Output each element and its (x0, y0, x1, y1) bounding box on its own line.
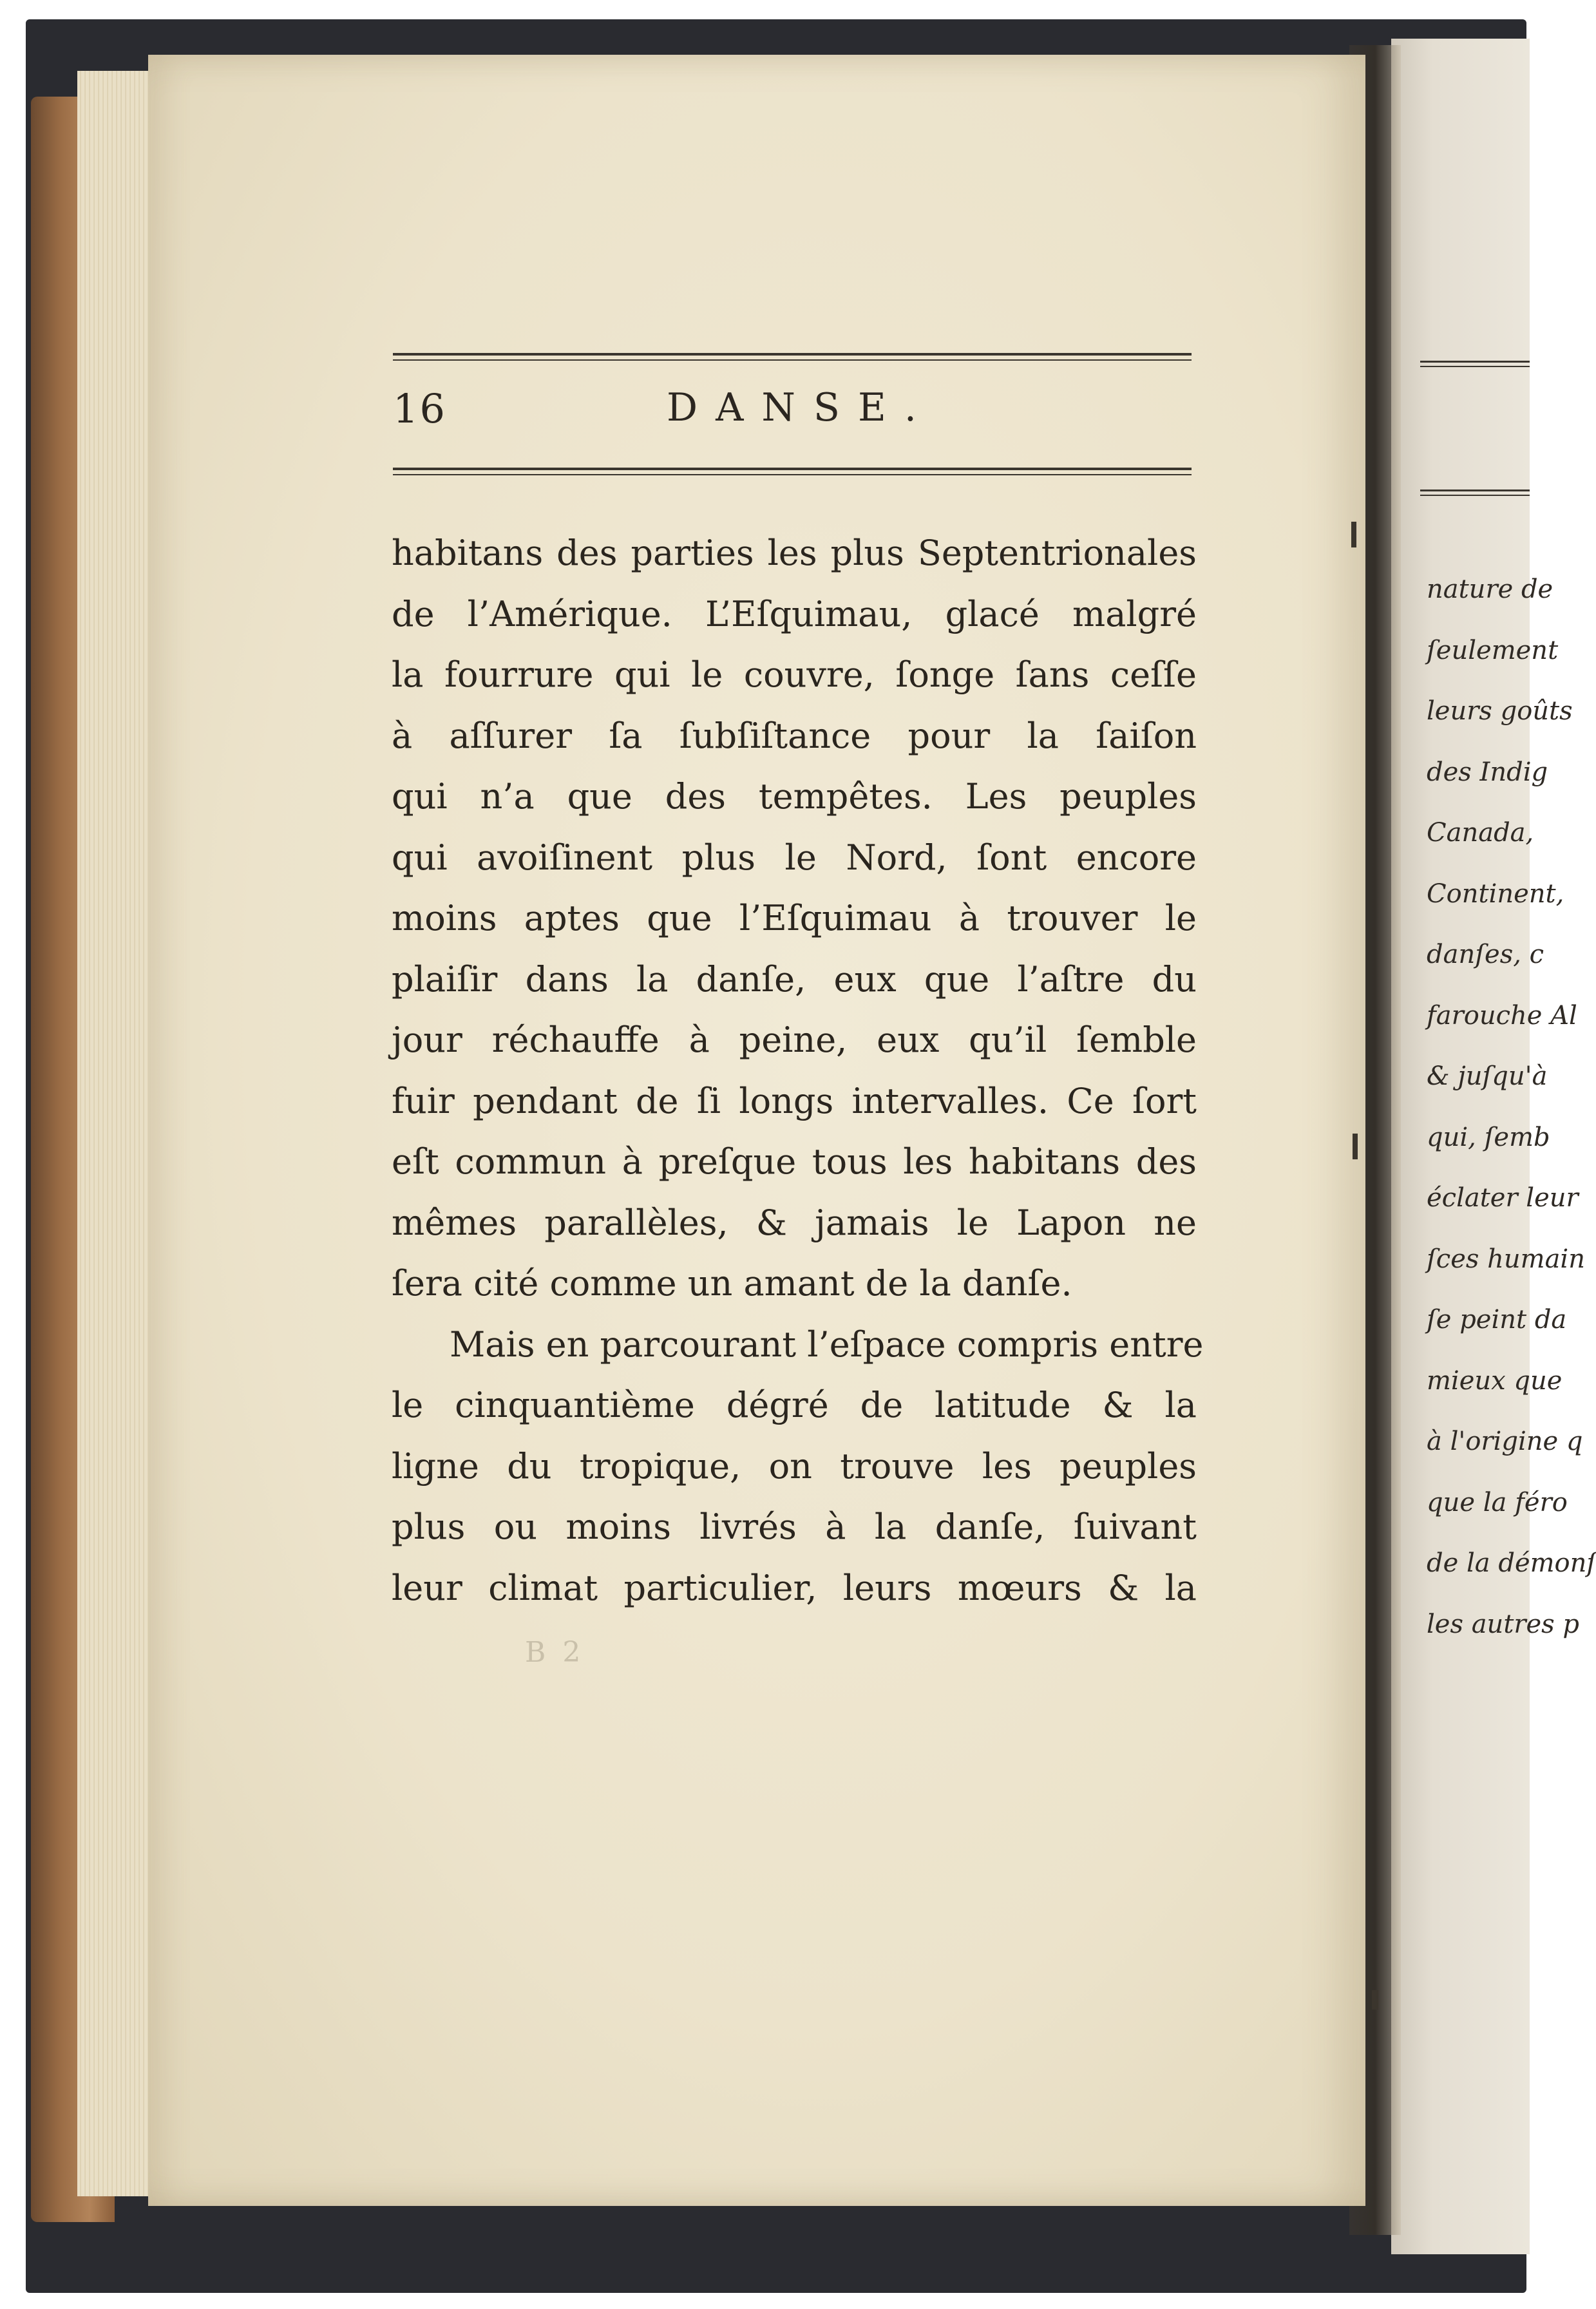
facing-line: que la féro (1427, 1487, 1568, 1517)
facing-line: de la démonſ (1427, 1548, 1596, 1578)
facing-line: Continent, (1427, 879, 1564, 909)
page-number: 16 (393, 385, 446, 432)
body-text (392, 523, 1204, 1619)
facing-header-rule-top (1420, 361, 1530, 367)
text-line: Mais en parcourant l’eſpace compris entre (450, 1324, 1204, 1365)
margin-mark (1353, 1134, 1358, 1159)
facing-line: danſes, c (1427, 940, 1544, 969)
facing-line: nature de (1427, 575, 1553, 604)
facing-line: leurs goûts (1427, 696, 1573, 726)
running-title: DANSE. (667, 385, 935, 430)
facing-line: qui, ſemb (1427, 1122, 1550, 1152)
text-line: jour réchauffe à peine, eux qu’il ſemble (392, 1020, 1197, 1060)
text-line: ſera cité comme un amant de la danſe. (392, 1263, 1072, 1304)
facing-line: ſe peint da (1427, 1305, 1567, 1335)
facing-line: & juſqu'à (1427, 1061, 1548, 1091)
text-line: plaiſir dans la danſe, eux que l’aſtre du (392, 958, 1197, 1000)
text-line: la fourrure qui le couvre, ſonge ſans ceſſe (392, 654, 1197, 695)
text-line: habitans des parties les plus Septentrionales (392, 533, 1197, 573)
text-line: moins aptes que l’Eſquimau à trouver le (392, 898, 1197, 938)
text-line: ligne du tropique, on trouve les peuples (392, 1445, 1197, 1487)
facing-page-text (1427, 559, 1596, 1655)
text-line: leur climat particulier, leurs mœurs & la (392, 1567, 1197, 1608)
facing-line: éclater leur (1427, 1183, 1579, 1213)
margin-mark (1372, 1990, 1378, 2010)
text-line: de l’Amérique. L’Eſquimau, glacé malgré (392, 593, 1197, 634)
text-line: eſt commun à preſque tous les habitans des (392, 1141, 1197, 1182)
margin-mark (1351, 522, 1356, 547)
header-rule-top (393, 353, 1192, 361)
facing-line: les autres p (1427, 1609, 1580, 1639)
text-line: qui avoiſinent plus le Nord, ſont encore (392, 837, 1197, 878)
facing-header-rule-bottom (1420, 489, 1530, 496)
facing-line: ſces humain (1427, 1244, 1585, 1274)
text-line: fuir pendant de ſi longs intervalles. Ce ſort (392, 1080, 1197, 1121)
facing-line: ſeulement (1427, 635, 1559, 665)
facing-line: mieux que (1427, 1365, 1563, 1396)
text-line: qui n’a que des tempêtes. Les peuples (392, 776, 1197, 817)
text-line: à aſſurer ſa ſubſiſtance pour la ſaiſon (392, 715, 1197, 756)
text-line: plus ou moins livrés à la danſe, ſuivant (392, 1506, 1197, 1547)
header-rule-bottom (393, 468, 1192, 475)
text-line: le cinquantième dégré de latitude & la (392, 1385, 1197, 1425)
facing-line: Canada, (1427, 818, 1534, 848)
facing-line: des Indig (1427, 757, 1548, 787)
signature-mark: B 2 (525, 1636, 585, 1669)
facing-line: farouche Al (1427, 1000, 1577, 1031)
facing-line: à l'origine q (1427, 1427, 1583, 1456)
text-line: mêmes parallèles, & jamais le Lapon ne (392, 1202, 1197, 1243)
